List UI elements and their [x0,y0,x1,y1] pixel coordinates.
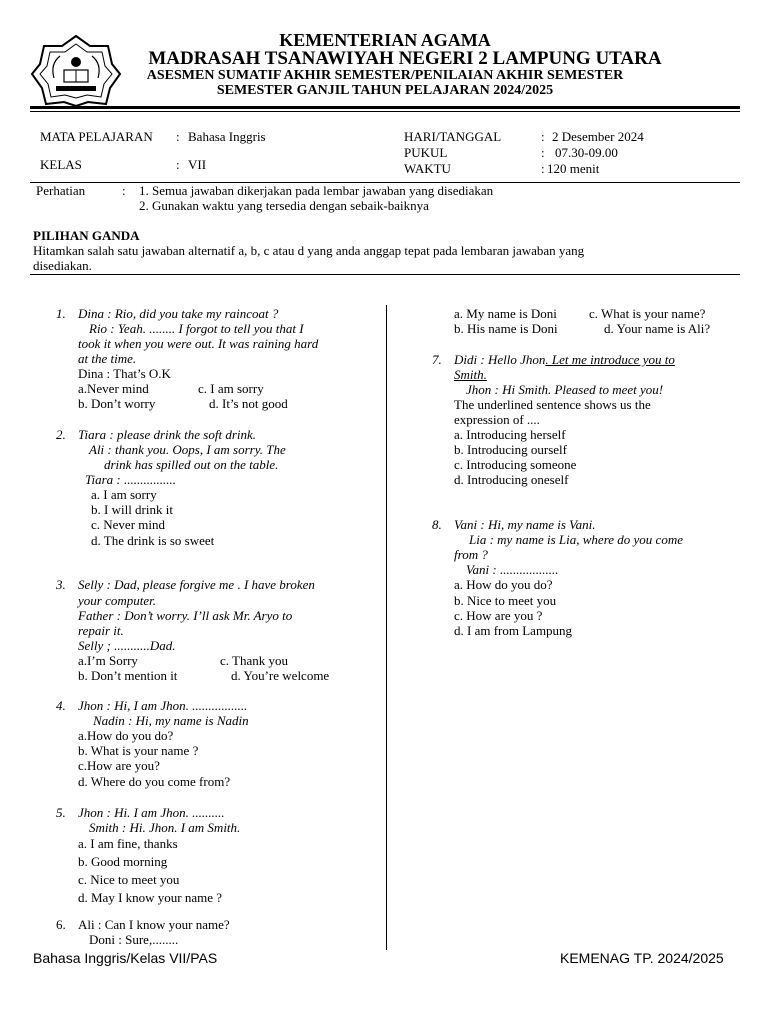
option: a. My name is Doni [454,306,557,321]
option: d. Your name is Ali? [604,321,711,336]
section-instruction-1: Hitamkan salah satu jawaban alternatif a, b, c atau d yang anda anggap tepat pada lembaran jawaban yang [33,243,585,258]
question-text: Tiara : please drink the soft drink. [78,427,257,442]
question-text: your computer. [78,593,156,608]
question-number: 8. [432,517,442,532]
option: a.I’m Sorry [78,653,138,668]
section-instruction-2: disediakan. [33,258,92,273]
question-text: Selly : Dad, please forgive me . I have broken [78,577,315,592]
question-text-part: Didi : Hello Jhon [454,352,546,367]
day-value: 2 Desember 2024 [552,129,644,144]
section-title: PILIHAN GANDA [33,228,140,243]
question-text: Smith : Hi. Jhon. I am Smith. [89,820,241,835]
option: a. Introducing herself [454,427,566,442]
question-text: Lia : my name is Lia, where do you come [469,532,683,547]
school-title: MADRASAH TSANAWIYAH NEGERI 2 LAMPUNG UTARA [148,48,662,69]
question-text: Doni : Sure,........ [89,932,179,947]
option: d. You’re welcome [231,668,330,683]
question-number: 5. [56,805,66,820]
question-text: Father : Don’t worry. I’ll ask Mr. Aryo to [78,608,293,623]
question-text: Ali : thank you. Oops, I am sorry. The [89,442,286,457]
exam-title: ASESMEN SUMATIF AKHIR SEMESTER/PENILAIAN AKHIR SEMESTER [146,68,624,83]
question-text: Rio : Yeah. ........ I forgot to tell you that I [89,321,304,336]
header-rule-thin [30,111,740,112]
option: d. It’s not good [209,396,288,411]
option: b. Don’t mention it [78,668,178,683]
question-text: repair it. [78,623,124,638]
question-text: Vani : Hi, my name is Vani. [454,517,596,532]
question-number: 2. [56,427,66,442]
option: b. Nice to meet you [454,593,557,608]
option: a.Never mind [78,381,149,396]
option: d. Where do you come from? [78,774,231,789]
semester-title: SEMESTER GANJIL TAHUN PELAJARAN 2024/2025 [216,83,554,98]
footer-right: KEMENAG TP. 2024/2025 [560,950,724,966]
colon: : [541,161,545,176]
time-label: PUKUL [404,145,448,160]
option: a. How do you do? [454,577,553,592]
section-rule [30,274,740,275]
option: a. I am fine, thanks [78,836,178,851]
option: c. Introducing someone [454,457,577,472]
subject-value: Bahasa Inggris [188,129,266,144]
duration-label: WAKTU [404,161,451,176]
option: c.How are you? [78,758,160,773]
ministry-title: KEMENTERIAN AGAMA [279,30,491,50]
option: b. I will drink it [91,502,173,517]
question-text: expression of .... [454,412,540,427]
header-rule-thick [30,106,740,109]
question-text: Vani : .................. [466,562,559,577]
subject-label: MATA PELAJARAN [40,129,153,144]
colon: : [176,157,180,172]
question-text: drink has spilled out on the table. [104,457,279,472]
column-divider [386,305,387,950]
time-value: 07.30-09.00 [555,145,618,160]
question-text: took it when you were out. It was raining hard [78,336,319,351]
footer-left: Bahasa Inggris/Kelas VII/PAS [33,950,218,966]
option: c. Never mind [91,517,166,532]
option: b. Introducing ourself [454,442,568,457]
duration-value: 120 menit [547,161,600,176]
question-text: from ? [454,547,488,562]
question-text: Tiara : ................ [85,472,177,487]
class-label: KELAS [40,157,82,172]
question-text: Jhon : Hi, I am Jhon. ................. [78,698,248,713]
option: c. Thank you [220,653,288,668]
question-number: 6. [56,917,66,932]
colon: : [122,183,126,198]
question-number: 3. [56,577,66,592]
question-number: 1. [56,306,66,321]
day-label: HARI/TANGGAL [404,129,502,144]
option: a. I am sorry [91,487,157,502]
option: c. What is your name? [589,306,706,321]
colon: : [176,129,180,144]
question-number: 4. [56,698,66,713]
colon: : [541,129,545,144]
option: d. The drink is so sweet [91,533,215,548]
option: b. What is your name ? [78,743,199,758]
option: c. How are you ? [454,608,543,623]
option: d. May I know your name ? [78,890,223,905]
notice-line-2: 2. Gunakan waktu yang tersedia dengan sebaik-baiknya [139,198,429,213]
option: c. Nice to meet you [78,872,180,887]
colon: : [541,145,545,160]
question-text: Dina : Rio, did you take my raincoat ? [78,306,279,321]
underlined-sentence: Smith. [454,367,487,382]
question-text: Ali : Can I know your name? [78,917,230,932]
question-number: 7. [432,352,442,367]
option: d. Introducing oneself [454,472,569,487]
notice-line-1: 1. Semua jawaban dikerjakan pada lembar jawaban yang disediakan [139,183,494,198]
question-text: Dina : That’s O.K [78,366,171,381]
question-text [454,352,675,367]
option: b. Don’t worry [78,396,156,411]
question-text: The underlined sentence shows us the [454,397,651,412]
question-text: at the time. [78,351,137,366]
underlined-sentence: . Let me introduce you to [545,352,675,367]
option: b. His name is Doni [454,321,558,336]
notice-label: Perhatian [36,183,86,198]
option: a.How do you do? [78,728,174,743]
option: b. Good morning [78,854,168,869]
option: d. I am from Lampung [454,623,573,638]
question-text: Jhon : Hi Smith. Pleased to meet you! [466,382,664,397]
question-text: Jhon : Hi. I am Jhon. .......... [78,805,225,820]
question-text: Selly ; ...........Dad. [78,638,176,653]
class-value: VII [188,157,207,172]
option: c. I am sorry [198,381,264,396]
question-text: Nadin : Hi, my name is Nadin [93,713,249,728]
